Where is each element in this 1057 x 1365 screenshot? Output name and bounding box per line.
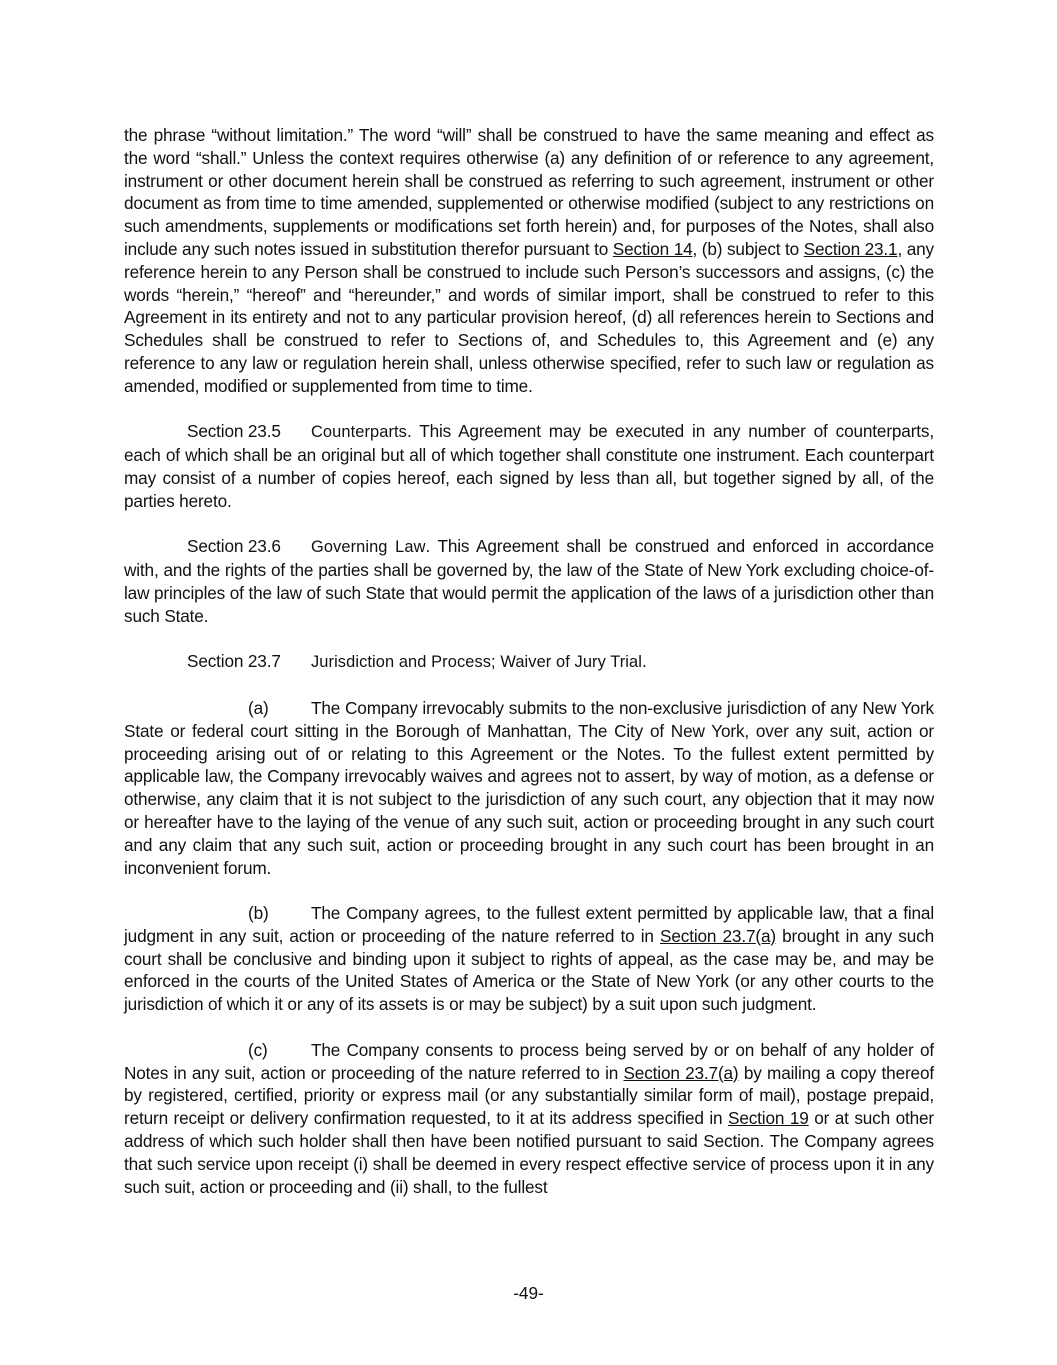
section-number: Section 23.7 (187, 651, 281, 672)
section-heading: Counterparts (311, 423, 407, 442)
section-23-7a-reference: Section 23.7(a) (660, 925, 776, 946)
section-14-reference: Section 14 (612, 238, 693, 259)
subsection-23-7-a: (a) The Company irrevocably submits to the non-exclusive jurisdiction of any New York State or federal court sitting in the Borough of Manhattan, The City of New York, over any suit, action or proceeding arising out of or relating to this Agreement or the Notes. To the fullest extent permitted by applicable law, the Company irrevocably waives and agrees not to assert, by way of motion, as a defense or otherwise, any claim that it is not subject to the jurisdiction of any such court, any objection that it may now or hereafter have to the laying of the venue of any such suit, action or proceeding brought in any such court and any claim that any such suit, action or proceeding brought in any such court has been brought in an inconvenient forum. (124, 697, 934, 878)
page-number: -49- (513, 1283, 544, 1303)
section-number: Section 23.6 (187, 536, 281, 557)
paragraph-interpretation: the phrase “without limitation.” The word “will” shall be construed to have the same meaning and effect as the word “shall.” Unless the context requires otherwise (a) any definition of or reference to any agreement, instrument or other document herein shall be construed as referring to such agreement, instrument or other document as from time to time amended, supplemented or otherwise modified (subject to any restrictions on such amendments, supplements or modifications set forth herein) and, for purposes of the Notes, shall also include any such notes issued in substitution therefor pursuant to Section 14, (b) subject to Section 23.1, any reference herein to any Person shall be construed to include such Person’s successors and assigns, (c) the words “herein,” “hereof” and “hereunder,” and words of similar import, shall be construed to refer to this Agreement in its entirety and not to any particular provision hereof, (d) all references herein to Sections and Schedules shall be construed to refer to Sections of, and Schedules to, this Agreement and (e) any reference to any law or regulation herein shall, unless otherwise specified, refer to such law or regulation as amended, modified or supplemented from time to time. (124, 125, 934, 396)
section-23-7: Section 23.7 Jurisdiction and Process; Waiver of Jury Trial. (187, 651, 647, 672)
subsection-label: (b) (248, 903, 269, 924)
section-heading: Jurisdiction and Process; Waiver of Jury Trial (311, 653, 643, 672)
section-heading: Governing Law (311, 538, 426, 557)
subsection-23-7-c: (c) The Company consents to process being served by or on behalf of any holder of Notes in any suit, action or proceeding of the nature referred to in Section 23.7(a) by mailing a copy thereof by registered, certified, priority or express mail (or any substantially similar form of mail), postage prepaid, return receipt or delivery confirmation requested, to it at its address specified in Section 19 or at such other address of which such holder shall then have been notified pursuant to said Section. The Company agrees that such service upon receipt (i) shall be deemed in every respect effective service of process upon it in any such suit, action or proceeding and (ii) shall, to the fullest (124, 1039, 935, 1197)
section-number: Section 23.5 (187, 421, 281, 442)
subsection-label: (a) (248, 697, 269, 718)
section-23-6: Section 23.6 Governing Law. This Agreement shall be construed and enforced in accordance with, and the rights of the parties shall be governed by, the law of the State of New York excluding choice-of-law principles of the law of such State that would permit the application of the laws of a jurisdiction other than such State. (124, 536, 935, 626)
section-23-5: Section 23.5 Counterparts. This Agreement may be executed in any number of counterparts, each of which shall be an original but all of which together shall constitute one instrument. Each counterpart may consist of a number of copies hereof, each signed by less than all, but together signed by all, of the parties hereto. (124, 421, 934, 511)
subsection-23-7-b: (b) The Company agrees, to the fullest extent permitted by applicable law, that a final judgment in any suit, action or proceeding of the nature referred to in Section 23.7(a) brought in any such court shall be conclusive and binding upon it subject to rights of appeal, as the case may be, and may be enforced in the courts of the United States of America or the State of New York (or any other courts to the jurisdiction of which it or any of its assets is or may be subject) by a suit upon such judgment. (124, 903, 935, 1015)
section-23-1-reference: Section 23.1 (803, 238, 898, 259)
section-19-reference: Section 19 (728, 1108, 809, 1129)
document-page (124, 124, 934, 1198)
subsection-label: (c) (248, 1039, 268, 1060)
section-23-7a-reference: Section 23.7(a) (623, 1062, 739, 1083)
